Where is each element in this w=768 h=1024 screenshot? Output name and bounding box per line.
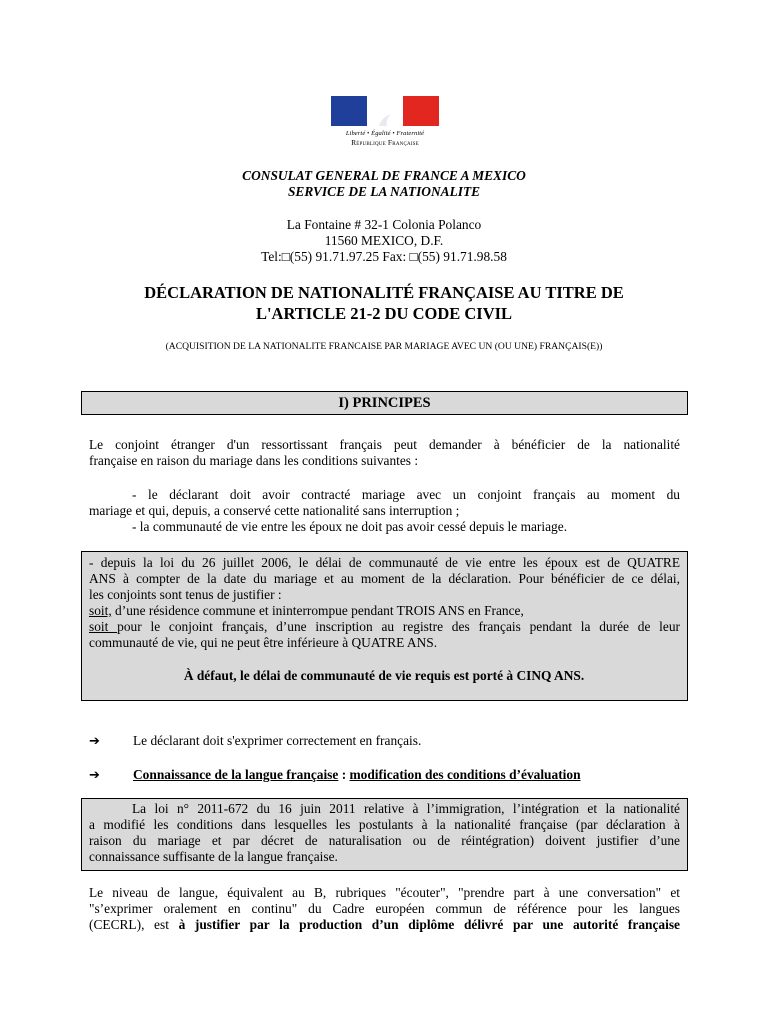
box1-line-4-rest: d’une résidence commune et ininterrompue pendant TROIS ANS en France,	[111, 603, 524, 618]
final-line-3	[89, 917, 680, 933]
condition-1-line-2: mariage et qui, depuis, a conservé cette nationalité sans interruption ;	[89, 503, 460, 518]
arrow-right-icon: ➔	[89, 734, 100, 749]
intro-line-2: française en raison du mariage dans les conditions suivantes :	[89, 453, 419, 468]
cinq-ans-notice: À défaut, le délai de communauté de vie requis est porté à CINQ ANS.	[183, 668, 585, 683]
address-line-1: La Fontaine # 32-1 Colonia Polanco	[286, 217, 482, 232]
box2-line-2: a modifié les conditions dans lesquelles les postulants à la nationalité française (par déclaration à	[89, 817, 680, 832]
consulate-name: CONSULAT GENERAL DE FRANCE A MEXICO	[242, 168, 526, 183]
box1-line-6: communauté de vie, qui ne peut être inférieure à QUATRE ANS.	[89, 635, 438, 650]
final-line-2: "s’exprimer oralement en continu" du Cadre européen commun de référence pour les langues	[89, 901, 680, 916]
box1-line-4	[89, 603, 680, 619]
section-heading-principes: I) PRINCIPES	[81, 391, 688, 415]
arrow-item-1-text: Le déclarant doit s'exprimer correctement en français.	[133, 733, 422, 748]
box2-line-4: connaissance suffisante de la langue française.	[89, 849, 338, 864]
box1-line-3: les conjoints sont tenus de justifier :	[89, 587, 282, 602]
service-name: SERVICE DE LA NATIONALITE	[287, 184, 481, 199]
condition-1-line-1: - le déclarant doit avoir contracté mariage avec un conjoint français au moment du	[132, 487, 680, 502]
box1-line-5	[89, 619, 680, 635]
final-line-1: Le niveau de langue, équivalent au B, rubriques "écouter", "prendre part à une conversation" et	[89, 885, 680, 900]
soit-label-2: soit	[89, 619, 118, 634]
langue-francaise-heading: Connaissance de la langue française	[133, 767, 339, 782]
marianne-flag-icon	[331, 96, 439, 126]
logo-republique: République Française	[351, 138, 419, 147]
box2-line-1: La loi n° 2011-672 du 16 juin 2011 relative à l’immigration, l’intégration et la nationalité	[132, 801, 680, 816]
soit-label-1: soit,	[89, 603, 112, 618]
box1-line-5-rest: pour le conjoint français, d’une inscription au registre des français pendant la durée de leur	[117, 619, 680, 634]
box1-line-2: ANS à compter de la date du mariage et au moment de la déclaration. Pour bénéficier de ce délai,	[89, 571, 680, 586]
republique-francaise-logo	[330, 96, 440, 158]
intro-paragraph	[89, 437, 680, 469]
arrow-item-1	[89, 733, 680, 750]
modification-heading: modification des conditions d’évaluation	[349, 767, 581, 782]
heading-separator: :	[338, 767, 350, 782]
condition-2: - la communauté de vie entre les époux ne doit pas avoir cessé depuis le mariage.	[132, 519, 568, 534]
address-line-2: 11560 MEXICO, D.F.	[324, 233, 444, 248]
document-title-line-2: L'ARTICLE 21-2 DU CODE CIVIL	[255, 304, 513, 323]
communaute-de-vie-text	[89, 555, 680, 651]
box2-line-3: raison du mariage et par décret de naturalisation ou de réintégration) doivent justifier d’une	[89, 833, 680, 848]
document-subtitle: (ACQUISITION DE LA NATIONALITE FRANCAISE PAR MARIAGE AVEC UN (OU UNE) FRANÇAIS(E))	[165, 341, 603, 352]
box1-line-1: - depuis la loi du 26 juillet 2006, le délai de communauté de vie entre les époux est de QUATRE	[89, 555, 680, 570]
phone-fax-line: Tel:□(55) 91.71.97.25 Fax: □(55) 91.71.98.58	[261, 249, 507, 264]
arrow-item-2	[89, 767, 680, 784]
niveau-langue-paragraph	[89, 885, 680, 933]
final-line-3-bold: à justifier par la production d’un diplôme délivré par une autorité française	[178, 917, 680, 932]
document-title-line-1: DÉCLARATION DE NATIONALITÉ FRANÇAISE AU TITRE DE	[144, 283, 624, 302]
final-line-3-start: (CECRL), est	[89, 917, 179, 932]
logo-motto: Liberté • Égalité • Fraternité	[345, 130, 425, 137]
loi-2011-text	[89, 801, 680, 865]
intro-line-1: Le conjoint étranger d'un ressortissant français peut demander à bénéficier de la nationalité	[89, 437, 680, 452]
conditions-list	[89, 487, 680, 535]
arrow-right-icon: ➔	[89, 768, 100, 783]
